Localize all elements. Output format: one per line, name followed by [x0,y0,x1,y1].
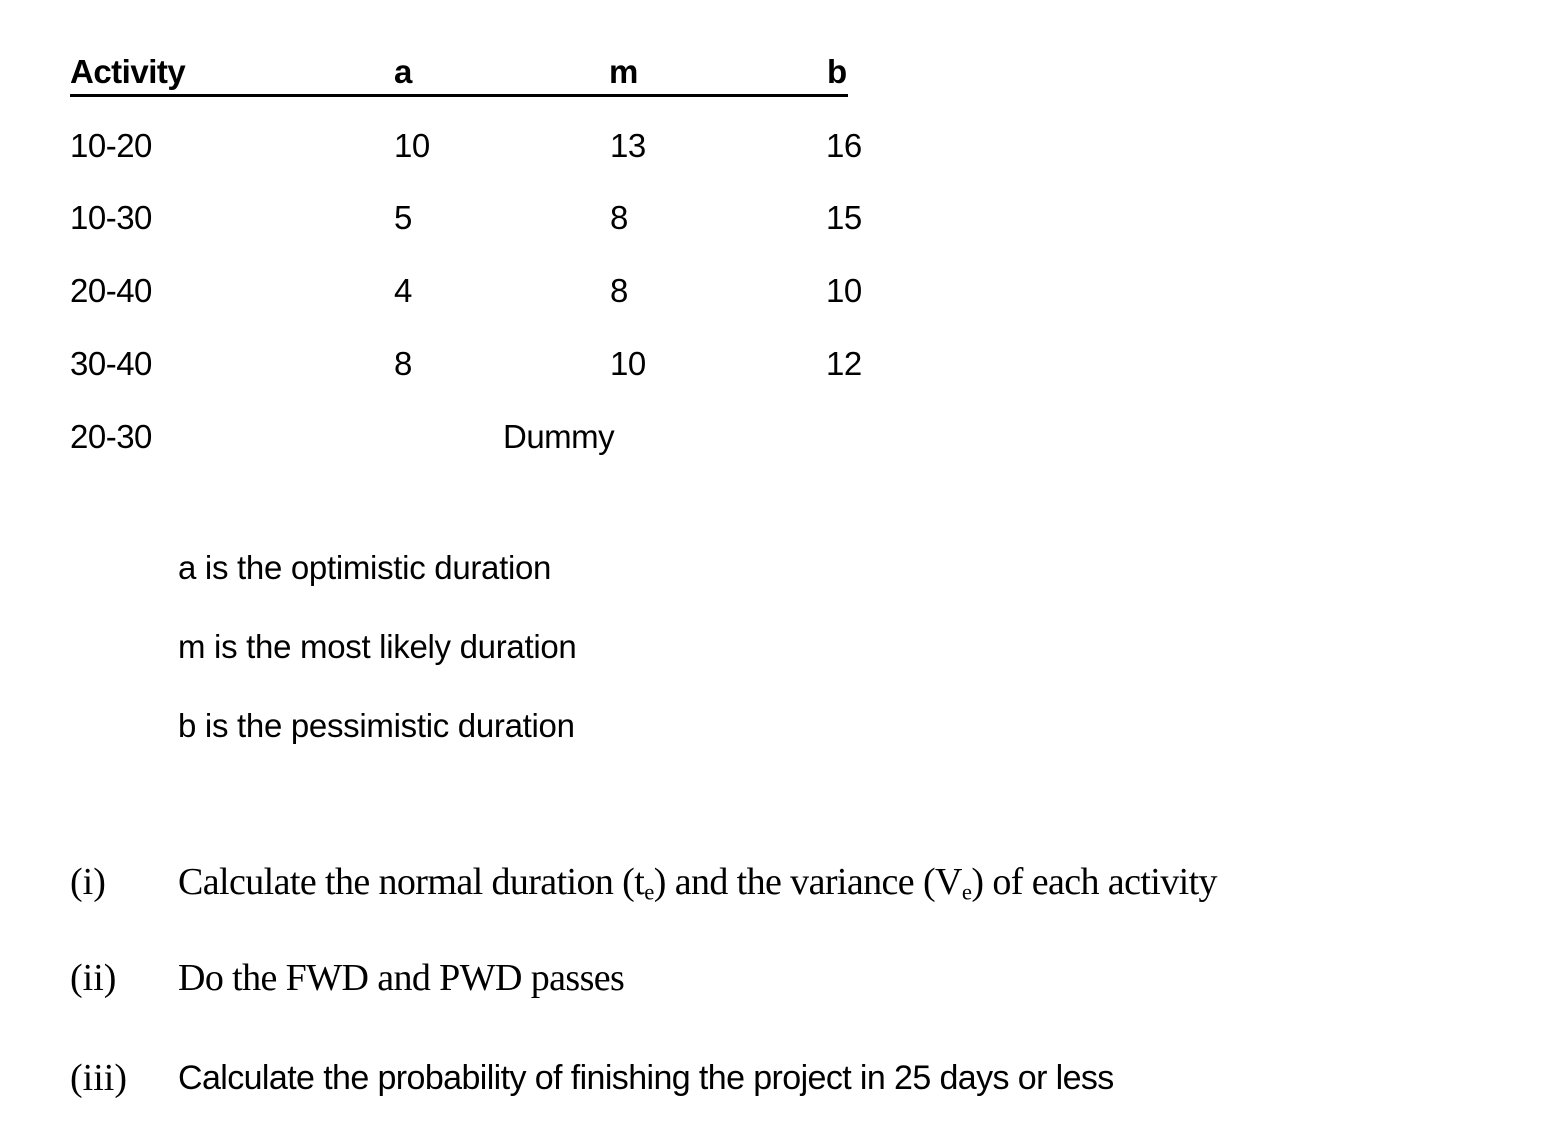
cell-m: 8 [610,199,628,236]
table-row [70,198,890,238]
question-label: (i) [70,861,106,903]
question-text [178,858,1217,906]
legend-line-m: m is the most likely duration [178,628,577,665]
cell-m: 10 [610,345,646,382]
table-row [70,271,890,311]
cell-activity: 30-40 [70,345,152,382]
cell-m: 8 [610,272,628,309]
legend-line-a: a is the optimistic duration [178,549,552,586]
table-header-row [70,50,848,97]
table-row [70,344,890,384]
question-label: (iii) [70,1057,127,1099]
question-iii [70,1054,1490,1104]
header-a: a [394,53,412,90]
question-text-part: Calculate the normal duration (t [178,861,645,903]
question-i [70,858,1490,908]
cell-a: 8 [394,345,412,382]
cell-b: 15 [826,199,862,236]
cell-activity: 20-30 [70,418,152,455]
cell-dummy-note: Dummy [503,418,615,455]
question-label: (ii) [70,957,117,999]
cell-a: 4 [394,272,412,309]
cell-activity: 10-20 [70,127,152,164]
question-ii [70,954,1490,1004]
question-text-part: ) and the variance (V [653,861,962,903]
cell-a: 10 [394,127,430,164]
question-text: Calculate the probability of finishing the project in 25 days or less [178,1059,1114,1097]
question-text: Do the FWD and PWD passes [178,957,625,999]
table-row [70,417,890,457]
header-activity: Activity [70,53,186,90]
cell-b: 10 [826,272,862,309]
legend-line-b: b is the pessimistic duration [178,707,575,744]
table-row [70,126,890,166]
cell-b: 12 [826,345,862,382]
cell-b: 16 [826,127,862,164]
cell-a: 5 [394,199,412,236]
subscript-e: e [961,879,972,905]
cell-m: 13 [610,127,646,164]
subscript-e: e [644,879,654,905]
question-text-part: ) of each activity [971,861,1217,903]
cell-activity: 10-30 [70,199,152,236]
header-m: m [609,53,638,90]
header-b: b [827,53,847,90]
cell-activity: 20-40 [70,272,152,309]
